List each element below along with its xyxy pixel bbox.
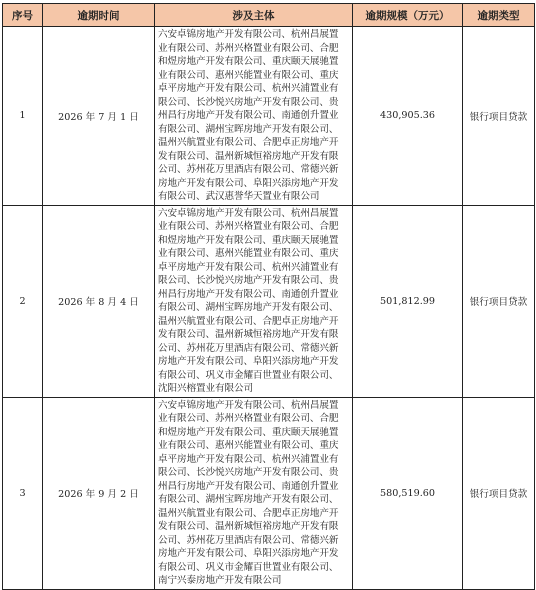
row-amount: 580,519.60	[353, 397, 463, 589]
entity-line: 发有限公司、温州新城恒裕房地产开发有限	[158, 150, 339, 162]
entity-line: 和煜房地产开发有限公司、重庆颐天展驰置	[158, 56, 339, 67]
row-seq: 1	[3, 27, 43, 206]
entity-line: 温州兴航置业有限公司、合肥卓正房地产开	[158, 507, 339, 519]
entity-line: 六安卓锦房地产开发有限公司、杭州昌展置	[158, 399, 339, 411]
entity-line: 业有限公司、苏州兴格置业有限公司、合肥	[158, 221, 339, 232]
entity-line: 卓平房地产开发有限公司、杭州兴浦置业有	[158, 83, 339, 94]
row-amount: 430,905.36	[353, 27, 463, 206]
entity-line: 限公司、长沙悦兴房地产开发有限公司、贵	[158, 96, 339, 108]
entity-line: 房地产开发有限公司、阜阳兴添房地产开发	[158, 548, 339, 559]
entity-line: 州昌行房地产开发有限公司、南通创升置业	[158, 480, 339, 492]
row-amount: 501,812.99	[353, 205, 463, 397]
entity-line: 发有限公司、温州新城恒裕房地产开发有限	[158, 329, 339, 340]
row-date: 2026 年 9 月 2 日	[43, 397, 155, 589]
entity-line: 卓平房地产开发有限公司、杭州兴浦置业有	[158, 453, 339, 465]
entity-line: 业有限公司、惠州兴能置业有限公司、重庆	[158, 248, 339, 259]
entity-line: 和煜房地产开发有限公司、重庆颐天展驰置	[158, 234, 339, 246]
entity-line: 公司、苏州花万里酒店有限公司、常德兴新	[158, 164, 339, 175]
entity-line: 房地产开发有限公司、阜阳兴添房地产开发	[158, 177, 339, 189]
entity-line: 有限公司、武汉惠誉华天置业有限公司	[158, 191, 320, 202]
header-type: 逾期类型	[463, 4, 535, 27]
entity-line: 限公司、长沙悦兴房地产开发有限公司、贵	[158, 467, 339, 478]
row-seq: 3	[3, 397, 43, 589]
entity-line: 公司、苏州花万里酒店有限公司、常德兴新	[158, 534, 339, 546]
row-date: 2026 年 7 月 1 日	[43, 27, 155, 206]
entity-line: 业有限公司、苏州兴格置业有限公司、合肥	[158, 42, 339, 54]
entity-line: 业有限公司、惠州兴能置业有限公司、重庆	[158, 440, 339, 451]
entity-line: 州昌行房地产开发有限公司、南通创升置业	[158, 288, 339, 300]
entity-line: 六安卓锦房地产开发有限公司、杭州昌展置	[158, 29, 339, 40]
entity-line: 发有限公司、温州新城恒裕房地产开发有限	[158, 521, 339, 532]
entity-line: 温州兴航置业有限公司、合肥卓正房地产开	[158, 137, 339, 148]
entity-line: 温州兴航置业有限公司、合肥卓正房地产开	[158, 315, 339, 327]
table-row	[3, 27, 535, 206]
header-amount: 逾期规模（万元）	[353, 4, 463, 27]
entity-line: 公司、苏州花万里酒店有限公司、常德兴新	[158, 342, 339, 354]
entity-line: 和煜房地产开发有限公司、重庆颐天展驰置	[158, 426, 339, 438]
table-row	[3, 397, 535, 589]
entity-line: 房地产开发有限公司、阜阳兴添房地产开发	[158, 356, 339, 367]
row-entities	[155, 205, 353, 397]
entity-line: 有限公司、湖州宝晖房地产开发有限公司、	[158, 494, 339, 505]
header-seq: 序号	[3, 4, 43, 27]
row-entities	[155, 27, 353, 206]
table-row	[3, 205, 535, 397]
entity-line: 业有限公司、惠州兴能置业有限公司、重庆	[158, 69, 339, 81]
entity-line: 有限公司、湖州宝晖房地产开发有限公司、	[158, 123, 339, 135]
header-date: 逾期时间	[43, 4, 155, 27]
entity-line: 卓平房地产开发有限公司、杭州兴浦置业有	[158, 261, 339, 273]
header-row	[3, 4, 535, 27]
entity-line: 州昌行房地产开发有限公司、南通创升置业	[158, 110, 339, 121]
row-entities	[155, 397, 353, 589]
row-type: 银行项目贷款	[463, 397, 535, 589]
entity-line: 有限公司、巩义市金耀百世置业有限公司、	[158, 561, 339, 573]
entity-line: 限公司、长沙悦兴房地产开发有限公司、贵	[158, 275, 339, 286]
row-date: 2026 年 8 月 4 日	[43, 205, 155, 397]
entity-line: 六安卓锦房地产开发有限公司、杭州昌展置	[158, 207, 339, 219]
row-type: 银行项目贷款	[463, 205, 535, 397]
header-entities: 涉及主体	[155, 4, 353, 27]
row-type: 银行项目贷款	[463, 27, 535, 206]
entity-line: 有限公司、湖州宝晖房地产开发有限公司、	[158, 302, 339, 313]
entity-line: 沈阳兴榕置业有限公司	[158, 383, 253, 394]
overdue-table	[2, 3, 535, 590]
row-seq: 2	[3, 205, 43, 397]
entity-line: 有限公司、巩义市金耀百世置业有限公司、	[158, 369, 339, 381]
entity-line: 南宁兴泰房地产开发有限公司	[158, 575, 282, 586]
entity-line: 业有限公司、苏州兴格置业有限公司、合肥	[158, 413, 339, 424]
